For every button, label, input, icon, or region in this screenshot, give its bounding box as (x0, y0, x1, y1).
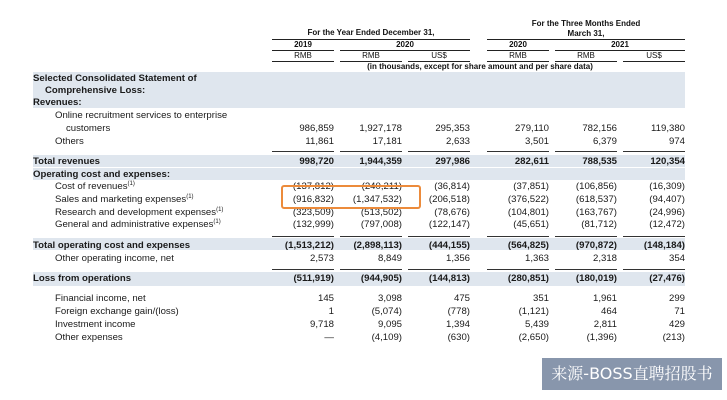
cell-value: (163,767) (575, 207, 617, 218)
row-label: Other operating income, net (55, 253, 174, 264)
cell-value: (1,396) (586, 332, 617, 343)
cell-value: 782,156 (582, 123, 617, 134)
table-row (33, 332, 685, 344)
cell-value: (148,184) (643, 240, 685, 251)
year-2019-header: 2019 (294, 40, 312, 49)
cell-value: (12,472) (649, 219, 685, 230)
cell-value: (5,074) (371, 306, 402, 317)
row-label: Foreign exchange gain/(loss) (55, 306, 179, 317)
currency-header-4: RMB (509, 51, 527, 60)
cell-value: (36,814) (434, 181, 470, 192)
cell-value: 2,318 (592, 253, 617, 264)
cell-value: 2,811 (593, 319, 617, 330)
cell-value: (513,502) (360, 207, 402, 218)
currency-header-1: RMB (294, 51, 312, 60)
cell-value: (280,851) (507, 273, 549, 284)
cell-value: (16,309) (649, 181, 685, 192)
year-period-header: For the Year Ended December 31, (307, 28, 435, 37)
cell-value: 354 (668, 253, 685, 264)
cell-value: (206,518) (428, 194, 470, 205)
cell-value: 120,354 (650, 156, 685, 167)
quarter-period-header-line1: For the Three Months Ended (531, 19, 641, 28)
cell-value: (323,509) (292, 207, 334, 218)
currency-header-2: RMB (362, 51, 380, 60)
cell-value: 3,098 (377, 293, 402, 304)
row-label: customers (66, 123, 111, 134)
cell-value: 1,927,178 (359, 123, 402, 134)
cell-value: (81,712) (581, 219, 617, 230)
cell-value: — (324, 332, 334, 343)
cell-value: (137,812) (292, 181, 334, 192)
currency-header-5: RMB (577, 51, 595, 60)
cell-value: (511,919) (293, 273, 334, 284)
row-label: Research and development expenses$^{(1)}$ (55, 207, 224, 218)
cell-value: 3,501 (524, 136, 549, 147)
cell-value: 282,611 (514, 156, 549, 167)
cell-value: (27,476) (649, 273, 685, 284)
table-row (33, 123, 685, 135)
cell-value: 1,944,359 (359, 156, 402, 167)
table-row (33, 306, 685, 318)
cell-value: (916,832) (292, 194, 334, 205)
row-label: Financial income, net (55, 293, 146, 304)
cell-value: 279,110 (515, 123, 549, 134)
cell-value: 1,961 (592, 293, 617, 304)
cell-value: (240,211) (361, 181, 402, 192)
cell-value: 299 (668, 293, 685, 304)
cell-value: (4,109) (371, 332, 402, 343)
cell-value: (94,407) (649, 194, 685, 205)
section-title-line2: Comprehensive Loss: (45, 85, 146, 96)
table-row (33, 253, 685, 265)
table-row (33, 110, 673, 122)
row-label: Online recruitment services to enterprise (55, 110, 228, 121)
cell-value: (564,825) (507, 240, 549, 251)
cell-value: 429 (668, 319, 685, 330)
cell-value: (444,155) (428, 240, 470, 251)
cell-value: 9,718 (309, 319, 334, 330)
cell-value: 8,849 (377, 253, 402, 264)
currency-header-6: US$ (646, 51, 662, 60)
row-label: Other expenses (55, 332, 123, 343)
row-label: Total revenues (33, 156, 101, 167)
cell-value: (1,513,212) (284, 240, 334, 251)
row-label: General and administrative expenses$^{(1)}$ (55, 219, 221, 230)
table-row (33, 136, 685, 148)
currency-header-3: US$ (431, 51, 447, 60)
cell-value: (24,996) (649, 207, 685, 218)
cell-value: (1,347,532) (352, 194, 402, 205)
table-row (33, 219, 685, 231)
cell-value: (1,121) (518, 306, 549, 317)
cell-value: (106,856) (575, 181, 617, 192)
cell-value: (78,676) (434, 207, 470, 218)
cell-value: 351 (532, 293, 549, 304)
cell-value: 1,363 (524, 253, 549, 264)
cell-value: 71 (674, 306, 685, 317)
q-2020-header: 2020 (509, 40, 527, 49)
row-label: Revenues: (33, 97, 82, 108)
cell-value: 788,535 (582, 156, 617, 167)
year-2020-header: 2020 (396, 40, 414, 49)
cell-value: 119,380 (651, 123, 685, 134)
cell-value: (970,872) (575, 240, 617, 251)
cell-value: (376,522) (507, 194, 549, 205)
cell-value: (132,999) (292, 219, 334, 230)
cell-value: (2,650) (518, 332, 549, 343)
cell-value: (104,801) (507, 207, 549, 218)
source-watermark: 来源-BOSS直聘招股书 (542, 358, 722, 390)
cell-value: 6,379 (592, 136, 617, 147)
quarter-period-header-line2: March 31, (567, 29, 605, 38)
row-label: Sales and marketing expenses$^{(1)}$ (55, 194, 194, 205)
table-row (33, 156, 685, 168)
cell-value: 464 (600, 306, 617, 317)
cell-value: 986,859 (299, 123, 334, 134)
row-label: Cost of revenues$^{(1)}$ (55, 181, 135, 192)
section-title-line1: Selected Consolidated Statement of (33, 73, 197, 84)
cell-value: (2,898,113) (353, 240, 402, 251)
cell-value: (797,008) (360, 219, 402, 230)
cell-value: 2,633 (445, 136, 470, 147)
q-2021-header: 2021 (611, 40, 629, 49)
cell-value: (213) (662, 332, 685, 343)
cell-value: (122,147) (428, 219, 470, 230)
cell-value: 2,573 (309, 253, 334, 264)
table-row (33, 319, 685, 331)
cell-value: (144,813) (428, 273, 470, 284)
cell-value: 145 (317, 293, 334, 304)
cell-value: 11,861 (305, 136, 334, 147)
sales-marketing-highlight-box (281, 185, 421, 209)
cell-value: 998,720 (299, 156, 334, 167)
cell-value: 17,181 (372, 136, 402, 147)
cell-value: (45,651) (513, 219, 549, 230)
cell-value: (618,537) (575, 194, 617, 205)
cell-value: (630) (447, 332, 470, 343)
cell-value: 5,439 (524, 319, 549, 330)
cell-value: (778) (447, 306, 470, 317)
units-note: (in thousands, except for share amount and per share data) (367, 62, 593, 71)
cell-value: 475 (453, 293, 470, 304)
cell-value: (944,905) (360, 273, 402, 284)
row-label: Loss from operations (33, 273, 132, 284)
cell-value: 1 (328, 306, 334, 317)
cell-value: (37,851) (513, 181, 549, 192)
cell-value: 1,356 (445, 253, 470, 264)
cell-value: 9,095 (377, 319, 402, 330)
table-row (33, 97, 673, 109)
row-label: Others (55, 136, 84, 147)
cell-value: 297,986 (435, 156, 470, 167)
table-row (33, 273, 685, 285)
table-row (33, 169, 673, 181)
row-label: Investment income (55, 319, 136, 330)
row-label: Operating cost and expenses: (33, 169, 171, 180)
table-row (33, 293, 685, 305)
cell-value: (180,019) (575, 273, 617, 284)
row-label: Total operating cost and expenses (33, 240, 191, 251)
cell-value: 295,353 (435, 123, 470, 134)
table-row (33, 240, 685, 252)
cell-value: 974 (668, 136, 685, 147)
cell-value: 1,394 (445, 319, 470, 330)
